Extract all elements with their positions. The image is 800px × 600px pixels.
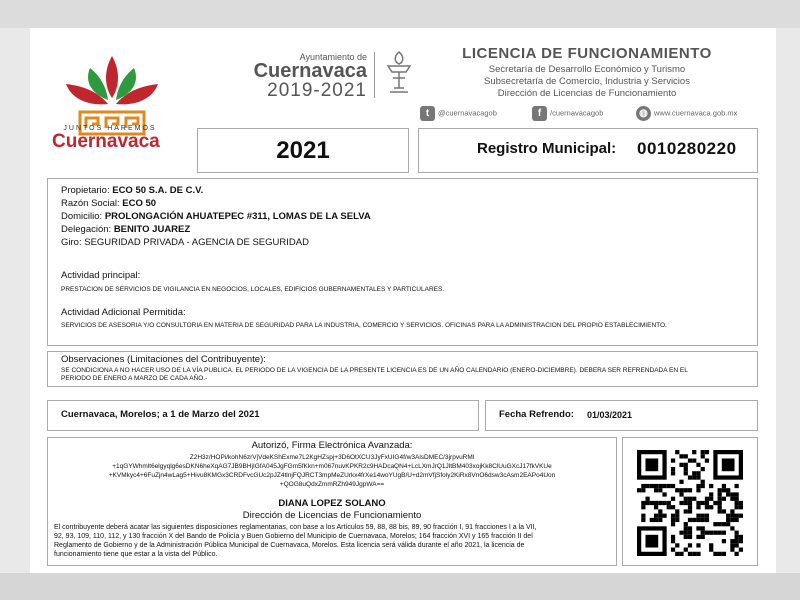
delegacion-value: BENITO JUAREZ bbox=[113, 224, 191, 235]
refrendo-label: Fecha Refrendo: bbox=[499, 409, 574, 420]
twitter-icon: t bbox=[420, 106, 435, 121]
refrendo-box bbox=[485, 400, 758, 431]
header-line-3: Dirección de Licencias de Funcionamiento bbox=[497, 88, 677, 99]
background-strip-bottom bbox=[0, 573, 800, 600]
registro-value: 0010280220 bbox=[637, 139, 737, 158]
globe-icon: ◍ bbox=[636, 106, 651, 121]
adicional-label: Actividad Adicional Permitida: bbox=[61, 307, 186, 318]
website-text: www.cuernavaca.gob.mx bbox=[654, 108, 738, 118]
observaciones-box bbox=[47, 351, 758, 387]
cuernavaca-logo-icon bbox=[52, 48, 172, 173]
firma-cargo: Dirección de Licencias de Funcionamiento bbox=[242, 510, 422, 521]
domicilio-value: PROLONGACIÓN AHUATEPEC #311, LOMAS DE LA SELVA bbox=[104, 211, 371, 222]
propietario-value: ECO 50 S.A. DE C.V. bbox=[112, 185, 204, 196]
razon-value: ECO 50 bbox=[122, 198, 157, 209]
firma-hash-3: +KVMkyc4+6FuZjn4wLag5+Hivu8KMGx3CRDFvcGUc2pJZ4tlnjFQJRCT3mpMeZUrkx4frXe14woYUgB/U+d2mVfjSfoly2KiRx8VnO6dsw3cAsm2EAPo4Uon bbox=[108, 472, 556, 479]
domicilio-label: Domicilio: bbox=[61, 211, 103, 222]
observaciones-line-2: PERIODO DE ENERO A MARZO DE CADA AÑO.- bbox=[61, 375, 208, 382]
twitter-handle bbox=[420, 106, 497, 121]
firma-hash-1: Z2H3z/HOPi/kohN6zrVjVdeKShExme7L2KgHZspj+3D6OtXCU3JyFxUIG4f/w3AlsDMEC/3jrpvuRMl bbox=[189, 454, 475, 461]
registro-label: Registro Municipal: bbox=[477, 140, 617, 157]
qr-code-icon bbox=[637, 450, 743, 556]
propietario-label: Propietario: bbox=[61, 185, 110, 196]
website bbox=[636, 106, 737, 121]
license-document bbox=[30, 28, 776, 573]
ayuntamiento-years: 2019-2021 bbox=[267, 80, 367, 101]
registro-box bbox=[418, 128, 758, 173]
divider bbox=[374, 52, 375, 98]
fecha-box bbox=[47, 400, 479, 431]
notice-line-4: funcionamiento tiene que estar a la vista del Público. bbox=[54, 551, 218, 558]
firma-hash-4: +QOG8uQdxZmmRZh949JgpWA== bbox=[279, 481, 385, 488]
firma-hash-2: +1qGYWhmlt6elgyqlg6esDKN6heXqAG7JB9BHjIGfA045JgFGm5fKkn+m067nuvKPKR2c9HADcaQN4+LcLXmJrQ1JltBM403xojKk8ClUuGXcJ17fkVKUe bbox=[112, 463, 552, 470]
header-line-2: Subsecretaría de Comercio, Industria y Servicios bbox=[484, 76, 690, 87]
fecha-lugar: Cuernavaca, Morelos; a 1 de Marzo del 2021 bbox=[61, 409, 260, 420]
document-title: LICENCIA DE FUNCIONAMIENTO bbox=[462, 45, 712, 62]
observaciones-label: Observaciones (Limitaciones del Contribuyente): bbox=[61, 354, 266, 365]
twitter-text: @cuernavacagob bbox=[438, 108, 497, 118]
delegacion-row bbox=[61, 224, 190, 235]
refrendo-value: 01/03/2021 bbox=[587, 410, 633, 420]
actividad-label: Actividad principal: bbox=[61, 270, 141, 281]
qr-box bbox=[622, 437, 758, 566]
ayuntamiento-city: Cuernavaca bbox=[253, 60, 367, 82]
license-year: 2021 bbox=[197, 128, 409, 173]
domicilio-row bbox=[61, 211, 371, 222]
facebook-handle bbox=[532, 106, 603, 121]
giro-row bbox=[61, 237, 309, 248]
firma-box bbox=[47, 437, 617, 566]
background-strip-top bbox=[0, 0, 800, 28]
notice-line-1: El contribuyente deberá acatar las siguientes disposiciones reglamentarias, con base a los Artículos 59, 88, 88 bis, 89, 90 fracción I, 91 fracciones I a la VII, bbox=[54, 524, 537, 531]
notice-line-2: 92, 93, 109, 110, 112, y 130 fracción X del Bando de Policía y Buen Gobierno del Municipio de Cuernavaca, Morelos; 164 fracción XVI y 165 fracción II del bbox=[54, 533, 533, 540]
razon-label: Razón Social: bbox=[61, 198, 120, 209]
giro-value: SEGURIDAD PRIVADA - AGENCIA DE SEGURIDAD bbox=[84, 237, 309, 248]
firma-nombre: DIANA LOPEZ SOLANO bbox=[278, 498, 386, 509]
adicional-value: SERVICIOS DE ASESORIA Y/O CONSULTORIA EN MATERIA DE SEGURIDAD PARA LA INDUSTRIA, COMERCIO Y SERVICIOS. OFICINAS PARA LA ADMINISTRACION DEL PROPIO ESTABLECIMIENTO. bbox=[61, 322, 667, 329]
license-details bbox=[47, 178, 758, 346]
logo-wordmark: Cuernavaca bbox=[52, 131, 160, 152]
cuernavaca-glyph-icon bbox=[380, 48, 418, 100]
giro-label: Giro: bbox=[61, 237, 82, 248]
ayuntamiento-label: Ayuntamiento de bbox=[299, 52, 367, 62]
observaciones-line-1: SE CONDICIONA A NO HACER USO DE LA VÍA PUBLICA. EL PERIODO DE LA VIGENCIA DE LA PRESENTE LICENCIA ES DE UN AÑO CALENDARIO (ENERO-DICIEMBRE). DEBERA SER REFRENDADA EN EL bbox=[61, 367, 688, 374]
firma-label: Autorizó, Firma Electrónica Avanzada: bbox=[251, 440, 413, 451]
delegacion-label: Delegación: bbox=[61, 224, 112, 235]
facebook-icon: f bbox=[532, 106, 547, 121]
header-line-1: Secretaría de Desarrollo Económico y Turismo bbox=[488, 64, 686, 75]
logo-caption: JUNTOS HAREMOS bbox=[63, 125, 157, 132]
razon-row bbox=[61, 198, 156, 209]
facebook-text: /cuernavacagob bbox=[550, 108, 604, 118]
notice-line-3: Reglamento de Gobierno y de la Administración Pública Municipal de Cuernavaca, Morelos. Esta licencia será válida durante el año 2021, la licencia de bbox=[54, 542, 525, 549]
actividad-value: PRESTACION DE SERVICIOS DE VIGILANCIA EN NEGOCIOS, LOCALES, EDIFICIOS GUBERNAMENTALES Y PARTICULARES. bbox=[61, 286, 445, 293]
propietario-row bbox=[61, 185, 203, 196]
